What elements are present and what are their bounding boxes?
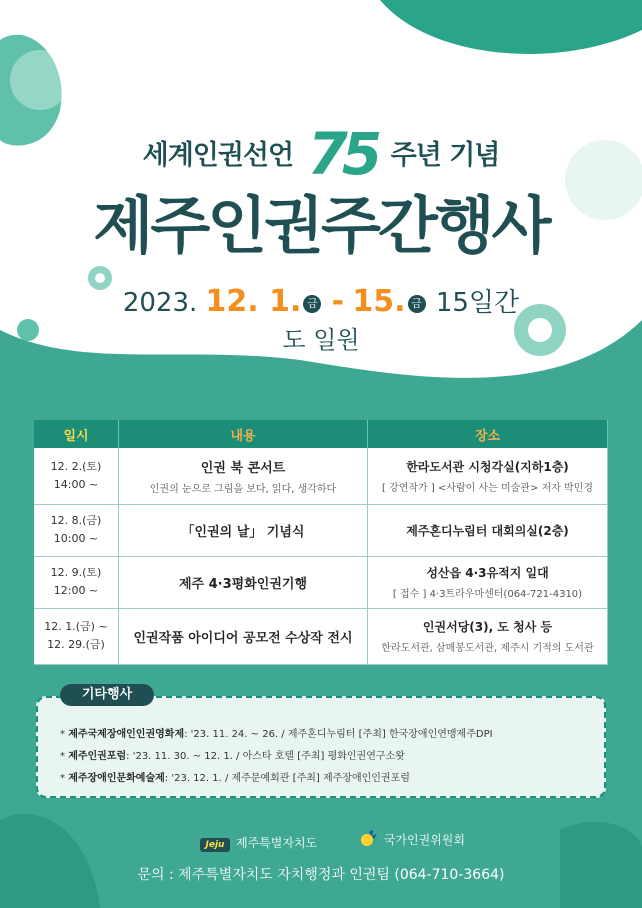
- list-item: * 제주인권포럼: '23. 11. 30. ~ 12. 1. / 아스타 호텔 [주최] 평화인권연구소왓: [60, 751, 405, 762]
- anniversary-number: 75: [307, 120, 377, 188]
- start-day-badge: 금: [303, 295, 321, 313]
- jeju-logo-text: 제주특별자치도: [236, 836, 318, 850]
- row-place: 인권서당(3), 도 청사 등 한라도서관, 삼매봉도서관, 제주시 기적의 도서관: [368, 608, 608, 664]
- row-place: 제주혼디누림터 대회의실(2층): [368, 504, 608, 556]
- row-date: 12. 8.(금) 10:00 ~: [34, 504, 119, 556]
- header-place: 장소: [368, 420, 608, 448]
- nhrck-logo: [360, 828, 465, 848]
- row-place: 한라도서관 시청각실(지하1층) [ 강연작가 ] <사람이 사는 미술관> 저자 박민경: [368, 448, 608, 504]
- page-title: 제주인권주간행사: [93, 189, 549, 262]
- date-year: 2023.: [122, 288, 198, 318]
- hand-icon: [360, 828, 380, 848]
- table-row: [34, 608, 608, 664]
- table-row: [34, 504, 608, 556]
- table-row: [34, 448, 608, 504]
- other-events-box: [36, 696, 606, 798]
- table-row: [34, 556, 608, 608]
- row-place: 성산읍 4·3유적지 일대 [ 접수 ] 4·3트라우마센터(064-721-4310): [368, 556, 608, 608]
- date-start: 12. 1.: [205, 284, 302, 319]
- row-content: 인권 북 콘서트 인권의 눈으로 그림을 보다, 읽다, 생각하다: [119, 448, 368, 504]
- header-content: 내용: [119, 420, 368, 448]
- row-content: 인권작품 아이디어 공모전 수상작 전시: [119, 608, 368, 664]
- row-date: 12. 1.(금) ~ 12. 29.(금): [34, 608, 119, 664]
- row-content: 「인권의 날」 기념식: [119, 504, 368, 556]
- end-day-badge: 금: [408, 295, 426, 313]
- event-date: [0, 282, 642, 319]
- date-separator: -: [331, 284, 345, 319]
- row-date: 12. 9.(토) 12:00 ~: [34, 556, 119, 608]
- date-duration: 15일간: [435, 288, 520, 318]
- row-content: 제주 4·3평화인권기행: [119, 556, 368, 608]
- header-date: 일시: [34, 420, 119, 448]
- row-date: 12. 2.(토) 14:00 ~: [34, 448, 119, 504]
- schedule-table: [34, 420, 608, 665]
- nhrck-logo-text: 국가인권위원회: [383, 833, 465, 847]
- jeju-logo: [200, 834, 317, 852]
- subtitle-prefix: 세계인권선언: [142, 140, 294, 171]
- list-item: * 제주장애인문화예술제: '23. 12. 1. / 제주문예회관 [주최] 제주장애인인권포럼: [60, 773, 410, 784]
- other-events-label: 기타행사: [60, 684, 154, 706]
- subtitle-suffix: 주년 기념: [390, 140, 500, 171]
- event-region: 도 일원: [282, 326, 360, 354]
- date-end: 15.: [352, 284, 406, 319]
- contact-info: 문의 : 제주특별자치도 자치행정과 인권팀 (064-710-3664): [137, 867, 505, 883]
- jeju-mark-icon: Jeju: [200, 838, 230, 852]
- list-item: * 제주국제장애인인권영화제: '23. 11. 24. ~ 26. / 제주혼디누림터 [주최] 한국장애인연맹제주DPI: [60, 729, 493, 740]
